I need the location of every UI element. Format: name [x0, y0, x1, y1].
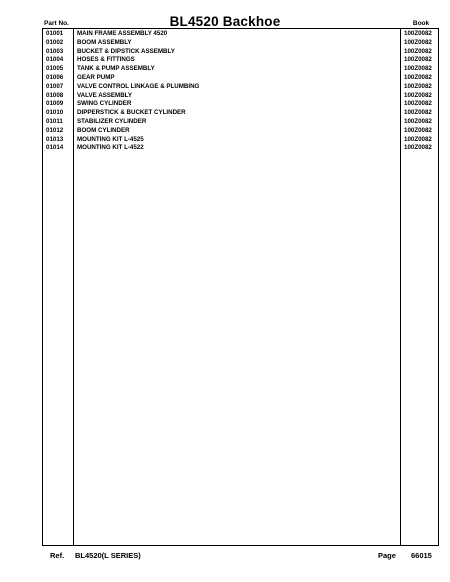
table-row	[43, 56, 438, 65]
book-number-cell: 100Z0082	[404, 91, 432, 99]
table-row	[43, 109, 438, 118]
description-cell: MAIN FRAME ASSEMBLY 4520	[77, 30, 168, 37]
book-number-cell: 100Z0082	[404, 65, 432, 73]
part-number-cell: 01008	[46, 91, 64, 99]
book-number-cell: 100Z0082	[404, 82, 432, 90]
table-row	[43, 136, 438, 145]
book-number-cell: 100Z0082	[404, 117, 432, 125]
description-cell: BUCKET & DIPSTICK ASSEMBLY	[77, 47, 175, 55]
table-row	[43, 65, 438, 74]
page-title: BL4520 Backhoe	[169, 14, 281, 29]
parts-table	[42, 28, 439, 546]
table-row	[43, 127, 438, 136]
book-number-cell: 100Z0082	[404, 47, 432, 55]
book-number-cell: 100Z0082	[404, 38, 432, 46]
description-cell: BOOM CYLINDER	[77, 126, 130, 134]
description-cell: GEAR PUMP	[77, 73, 115, 81]
book-number-cell: 100Z0082	[404, 56, 432, 64]
part-number-cell: 01012	[46, 126, 64, 134]
parts-rows	[43, 30, 438, 153]
page-label: Page	[378, 551, 396, 560]
part-number-cell: 01010	[46, 109, 64, 117]
description-cell: HOSES & FITTINGS	[77, 56, 135, 64]
table-row	[43, 92, 438, 101]
book-number-cell: 100Z0082	[404, 30, 432, 37]
part-number-cell: 01013	[46, 135, 64, 143]
table-row	[43, 83, 438, 92]
ref-label: Ref.	[50, 551, 65, 560]
table-row	[43, 30, 438, 39]
part-number-cell: 01005	[46, 65, 64, 73]
part-number-cell: 01014	[46, 144, 64, 152]
part-number-cell: 01006	[46, 73, 64, 81]
part-number-cell: 01002	[46, 38, 64, 46]
description-cell: SWING CYLINDER	[77, 100, 132, 108]
table-row	[43, 39, 438, 48]
book-number-cell: 100Z0082	[404, 73, 432, 81]
book-column-header: Book	[412, 20, 430, 27]
table-row	[43, 74, 438, 83]
part-number-cell: 01011	[46, 117, 63, 125]
description-cell: MOUNTING KIT L-4522	[77, 144, 144, 152]
part-number-cell: 01001	[46, 30, 64, 37]
part-no-column-header: Part No.	[44, 20, 69, 27]
description-cell: DIPPERSTICK & BUCKET CYLINDER	[77, 109, 186, 117]
part-number-cell: 01007	[46, 82, 64, 90]
table-row	[43, 144, 438, 153]
description-cell: BOOM ASSEMBLY	[77, 38, 132, 46]
description-cell: STABILIZER CYLINDER	[77, 117, 147, 125]
description-cell: MOUNTING KIT L-4525	[77, 135, 144, 143]
table-row	[43, 48, 438, 57]
description-cell: VALVE ASSEMBLY	[77, 91, 133, 99]
part-number-cell: 01009	[46, 100, 64, 108]
book-number-cell: 100Z0082	[404, 135, 432, 143]
table-row	[43, 118, 438, 127]
part-number-cell: 01004	[46, 56, 64, 64]
page-number: 66015	[411, 551, 432, 560]
book-number-cell: 100Z0082	[404, 144, 432, 152]
table-row	[43, 100, 438, 109]
model-reference: BL4520(L SERIES)	[75, 551, 141, 560]
description-cell: VALVE CONTROL LINKAGE & PLUMBING	[77, 82, 200, 90]
book-number-cell: 100Z0082	[404, 126, 432, 134]
book-number-cell: 100Z0082	[404, 100, 432, 108]
book-number-cell: 100Z0082	[404, 109, 432, 117]
part-number-cell: 01003	[46, 47, 64, 55]
description-cell: TANK & PUMP ASSEMBLY	[77, 65, 155, 73]
